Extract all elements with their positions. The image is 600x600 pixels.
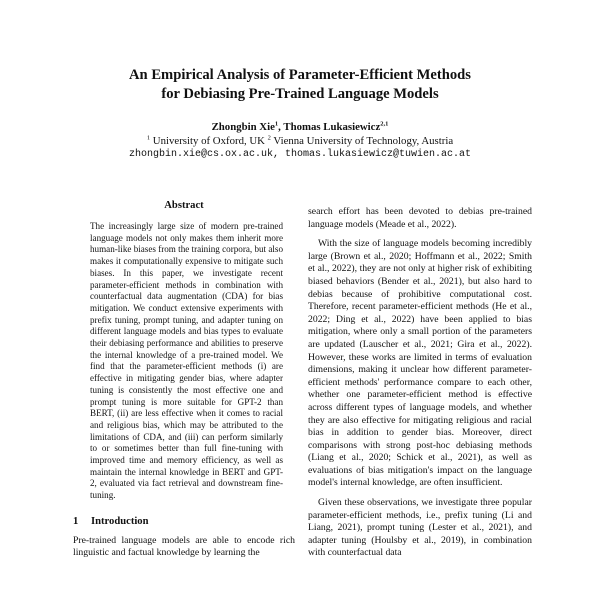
affiliation-2: Vienna University of Technology, Austria — [270, 135, 454, 147]
author-separator: , — [278, 121, 284, 133]
abstract-text: The increasingly large size of modern pre-trained language models not only makes them inherit more human-like biases from the training corpora, but also makes it computationally expensive to mitigate such biases. In this paper, we investigate recent parameter-efficient methods in combination with counterfactual data augmentation (CDA) for bias mitigation. We conduct extensive experiments with prefix tuning, prompt tuning, and adapter tuning on different language models and bias types to evaluate their debiasing performance and abilities to preserve the internal knowledge of a pre-trained model. We find that the parameter-efficient methods (i) are effective in mitigating gender bias, where adapter tuning is consistently the most effective one and prompt tuning is more suitable for GPT-2 than BERT, (ii) are less effective when it comes to racial and religious bias, which may be attributed to the limitations of CDA, and (iii) can perform similarly to or sometimes better than full fine-tuning with improved time and memory efficiency, as well as maintain the internal knowledge in BERT and GPT-2, evaluated via fact retrieval and downstream fine-tuning. — [90, 221, 283, 501]
section-title: Introduction — [91, 515, 149, 527]
introduction-text: Pre-trained language models are able to encode rich linguistic and factual knowledge by learning the — [73, 534, 295, 559]
section-heading-introduction — [73, 516, 295, 527]
left-column — [73, 200, 295, 560]
author-1: Zhongbin Xie — [211, 121, 275, 133]
author-block — [40, 120, 560, 162]
title-line-1: An Empirical Analysis of Parameter-Efficient Methods — [129, 67, 471, 83]
right-paragraph-3: Given these observations, we investigate three popular parameter-efficient methods, i.e., prefix tuning (Li and Liang, 2021), prompt tuning (Lester et al., 2021), and adapter tuning (Houlsby et al., 2019), in combination with counterfactual data — [308, 497, 532, 559]
affiliations — [40, 134, 560, 148]
affiliation-2-sup: 2 — [267, 134, 271, 142]
right-column — [308, 206, 532, 567]
title-line-2: for Debiasing Pre-Trained Language Models — [161, 86, 439, 102]
author-emails: zhongbin.xie@cs.ox.ac.uk, thomas.lukasiewicz@tuwien.ac.at — [128, 149, 472, 160]
paper-title — [40, 66, 560, 104]
section-number: 1 — [73, 515, 79, 527]
author-2: Thomas Lukasiewicz — [283, 121, 381, 133]
right-paragraph-1: search effort has been devoted to debias pre-trained language models (Meade et al., 2022). — [308, 206, 532, 230]
affiliation-1: University of Oxford, UK — [150, 135, 268, 147]
author-1-sup: 1 — [274, 120, 279, 128]
right-paragraph-2: With the size of language models becoming incredibly large (Brown et al., 2020; Hoffmann et al., 2022; Smith et al., 2022), they are not only at higher risk of exhibiting biased behaviors (Bender et al., 2021), but also hard to debias because of prohibitive computational cost. Therefore, recent parameter-efficient methods (He et al., 2022; Ding et al., 2022) have been applied to bias mitigation, where only a small portion of the parameters are updated (Lauscher et al., 2021; Gira et al., 2022). However, these works are limited in terms of evaluation dimensions, making it unclear how different parameter-efficient methods' performance compare to each other, whether one parameter-efficient method is effective across different types of language models, and whether they are also effective for mitigating religious and racial bias in addition to gender bias. Moreover, direct comparisons with strong post-hoc debiasing methods (Liang et al., 2020; Schick et al., 2021), as well as evaluations of bias mitigation's impact on the language model's internal knowledge, are often insufficient. — [308, 238, 532, 489]
affiliation-1-sup: 1 — [146, 134, 151, 142]
abstract-heading: Abstract — [164, 200, 204, 211]
author-names — [40, 120, 560, 134]
author-2-sup: 2,1 — [380, 120, 389, 128]
